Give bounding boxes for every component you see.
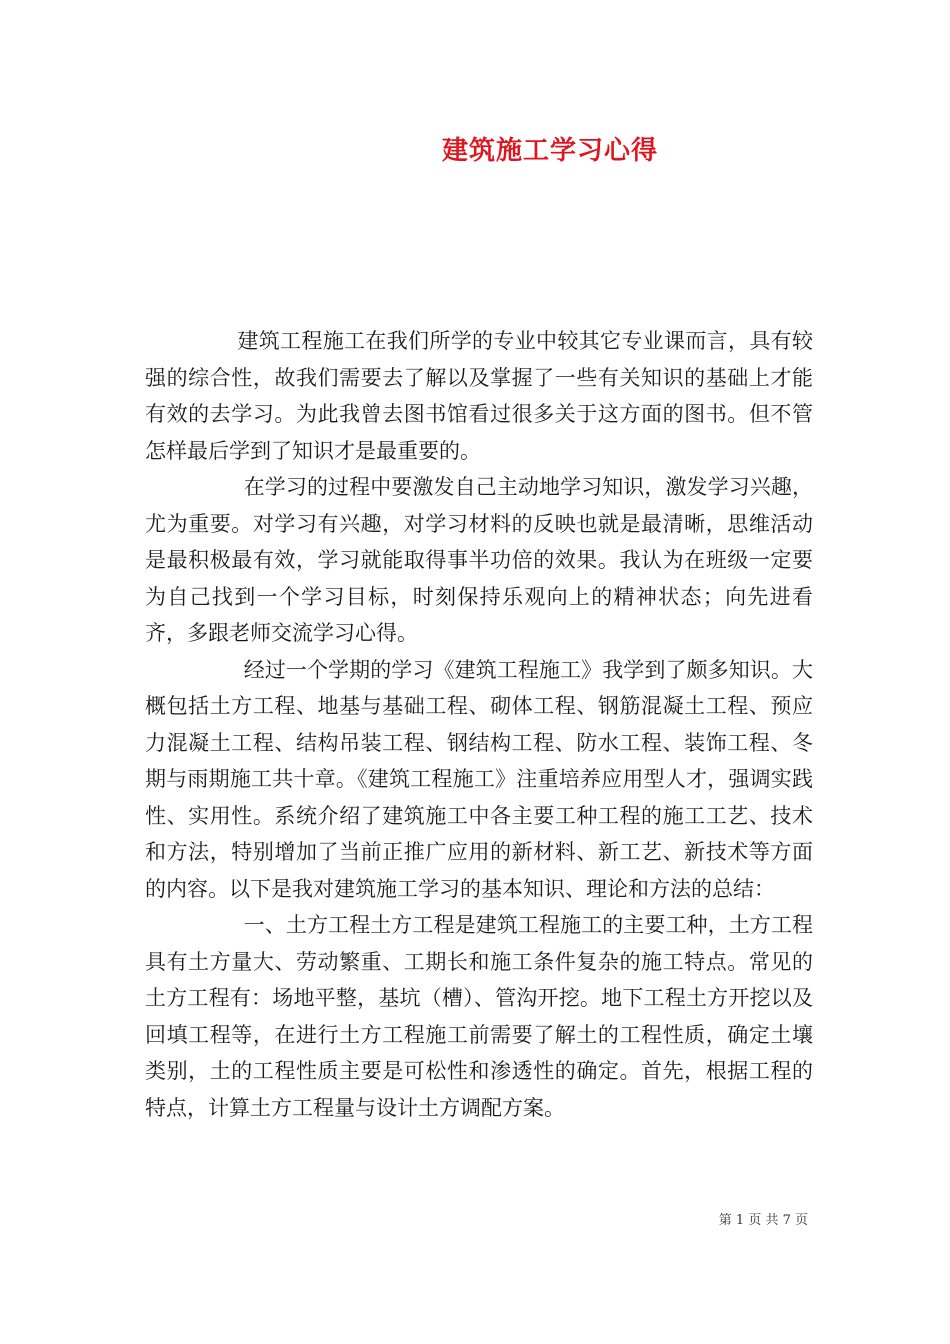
document-title: 建筑施工学习心得 xyxy=(441,136,658,166)
document-body xyxy=(145,323,813,1126)
paragraph-3: 经过一个学期的学习《建筑工程施工》我学到了颇多知识。大概包括土方工程、地基与基础工程、砌体工程、钢筋混凝土工程、预应力混凝土工程、结构吊装工程、钢结构工程、防水工程、装饰工程、冬期与雨期施工共十章。《建筑工程施工》注重培养应用型人才，强调实践性、实用性。系统介绍了建筑施工中各主要工种工程的施工工艺、技术和方法，特别增加了当前正推广应用的新材料、新工艺、新技术等方面的内容。以下是我对建筑施工学习的基本知识、理论和方法的总结： xyxy=(145,657,813,901)
paragraph-4: 一、土方工程土方工程是建筑工程施工的主要工种，土方工程具有土方量大、劳动繁重、工期长和施工条件复杂的施工特点。常见的土方工程有：场地平整，基坑（槽）、管沟开挖。地下工程土方开挖以及回填工程等，在进行土方工程施工前需要了解土的工程性质，确定土壤类别，土的工程性质主要是可松性和渗透性的确定。首先，根据工程的特点，计算土方工程量与设计土方调配方案。 xyxy=(145,913,813,1120)
paragraph-1: 建筑工程施工在我们所学的专业中较其它专业课而言，具有较强的综合性，故我们需要去了解以及掌握了一些有关知识的基础上才能有效的去学习。为此我曾去图书馆看过很多关于这方面的图书。但不管怎样最后学到了知识才是最重要的。 xyxy=(145,329,813,463)
page-number-footer: 第 1 页 共 7 页 xyxy=(718,1213,808,1228)
paragraph-2: 在学习的过程中要激发自己主动地学习知识，激发学习兴趣，尤为重要。对学习有兴趣，对学习材料的反映也就是最清晰，思维活动是最积极最有效，学习就能取得事半功倍的效果。我认为在班级一定要为自己找到一个学习目标，时刻保持乐观向上的精神状态；向先进看齐，多跟老师交流学习心得。 xyxy=(145,475,813,645)
